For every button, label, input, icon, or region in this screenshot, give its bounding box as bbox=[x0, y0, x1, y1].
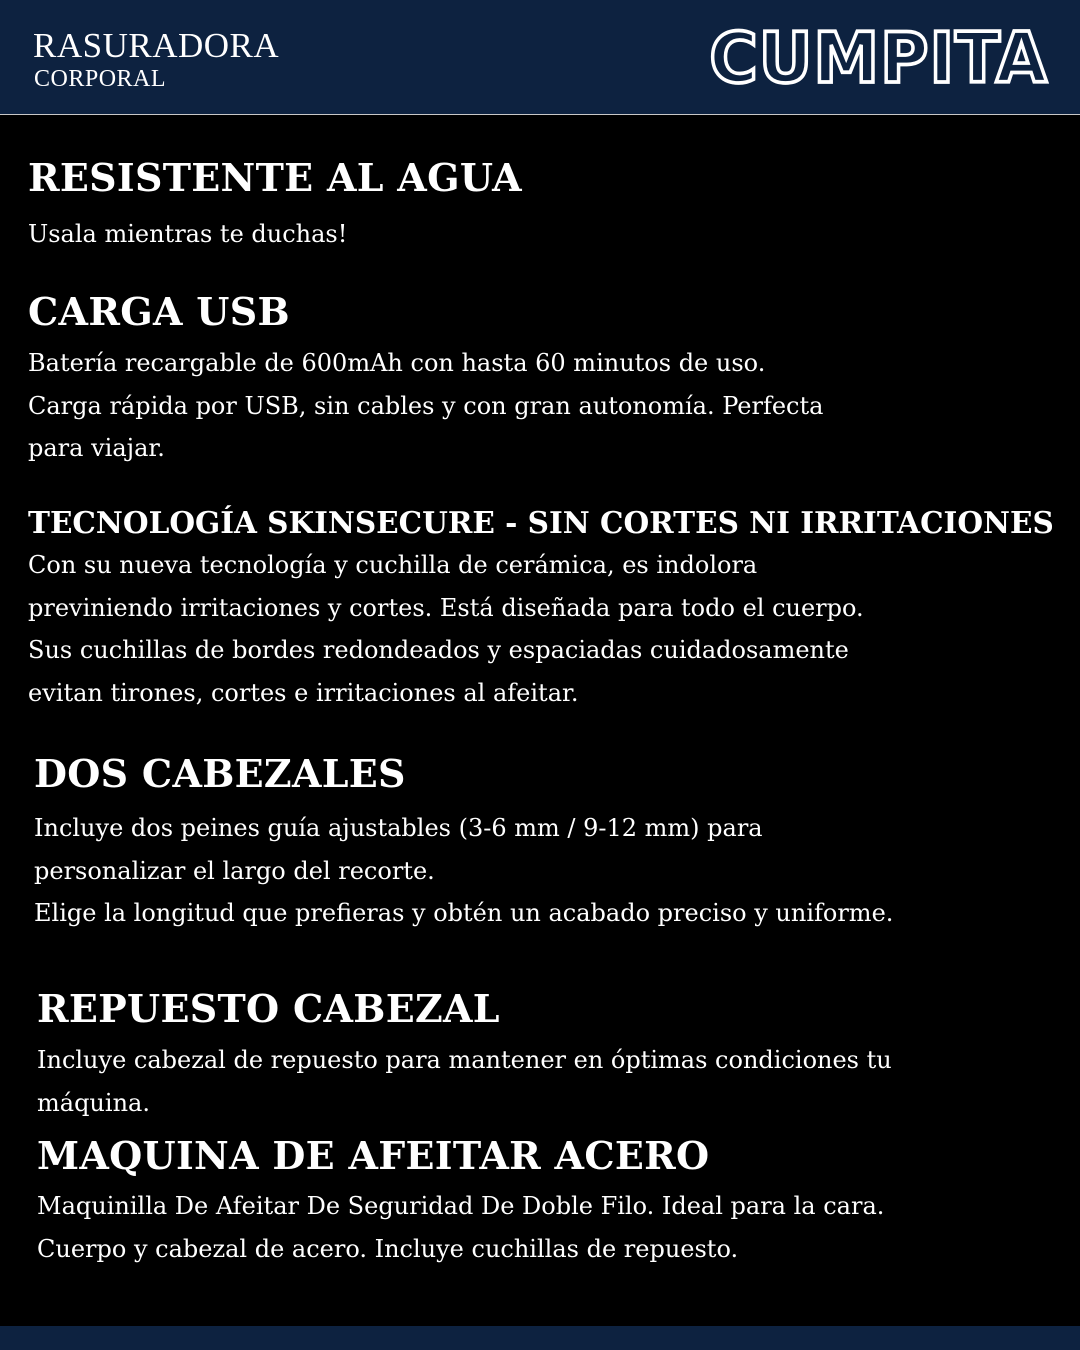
description-line: Con su nueva tecnología y cuchilla de cerámica, es indolora bbox=[28, 551, 758, 579]
feature-description bbox=[34, 807, 893, 935]
feature-skinsecure bbox=[28, 502, 1054, 714]
feature-usb-charging bbox=[28, 290, 823, 470]
brand-logo: CUMPITA bbox=[709, 18, 1048, 99]
product-title: RASURADORA bbox=[33, 26, 280, 65]
feature-spare-head bbox=[37, 987, 892, 1124]
description-line: previniendo irritaciones y cortes. Está diseñada para todo el cuerpo. bbox=[28, 593, 864, 622]
feature-heading: RESISTENTE AL AGUA bbox=[28, 155, 522, 200]
header-bar bbox=[0, 0, 1080, 115]
description-line: Cuerpo y cabezal de acero. Incluye cuchillas de repuesto. bbox=[37, 1234, 739, 1263]
feature-heading: TECNOLOGÍA SKINSECURE - SIN CORTES NI IRRITACIONES bbox=[28, 505, 1054, 540]
feature-heading: REPUESTO CABEZAL bbox=[37, 986, 500, 1031]
description-line: máquina. bbox=[37, 1088, 150, 1117]
description-line: Incluye dos peines guía ajustables (3-6 mm / 9-12 mm) para bbox=[34, 814, 763, 842]
feature-steel-razor bbox=[37, 1134, 884, 1270]
description-line: Incluye cabezal de repuesto para mantener en óptimas condiciones tu bbox=[37, 1046, 892, 1074]
description-line: Carga rápida por USB, sin cables y con gran autonomía. Perfecta bbox=[28, 391, 824, 420]
product-subtitle: CORPORAL bbox=[34, 66, 167, 92]
description-line: Batería recargable de 600mAh con hasta 60 minutos de uso. bbox=[28, 349, 766, 377]
feature-heading: MAQUINA DE AFEITAR ACERO bbox=[37, 1133, 710, 1178]
description-line: Elige la longitud que prefieras y obtén un acabado preciso y uniforme. bbox=[34, 899, 894, 927]
feature-water-resistant bbox=[28, 156, 522, 256]
feature-heading: CARGA USB bbox=[28, 289, 290, 334]
feature-description bbox=[28, 342, 823, 470]
footer-bar bbox=[0, 1326, 1080, 1350]
description-line: para viajar. bbox=[28, 434, 165, 462]
feature-description bbox=[28, 544, 1054, 714]
feature-description bbox=[37, 1185, 884, 1270]
feature-description bbox=[37, 1039, 892, 1124]
feature-description bbox=[28, 213, 522, 256]
feature-heading: DOS CABEZALES bbox=[34, 751, 406, 796]
description-line: Usala mientras te duchas! bbox=[28, 220, 348, 248]
feature-two-heads bbox=[34, 752, 893, 935]
description-line: Sus cuchillas de bordes redondeados y espaciadas cuidadosamente bbox=[28, 636, 849, 664]
description-line: evitan tirones, cortes e irritaciones al afeitar. bbox=[28, 678, 579, 707]
description-line: Maquinilla De Afeitar De Seguridad De Doble Filo. Ideal para la cara. bbox=[37, 1192, 885, 1220]
description-line: personalizar el largo del recorte. bbox=[34, 856, 435, 885]
